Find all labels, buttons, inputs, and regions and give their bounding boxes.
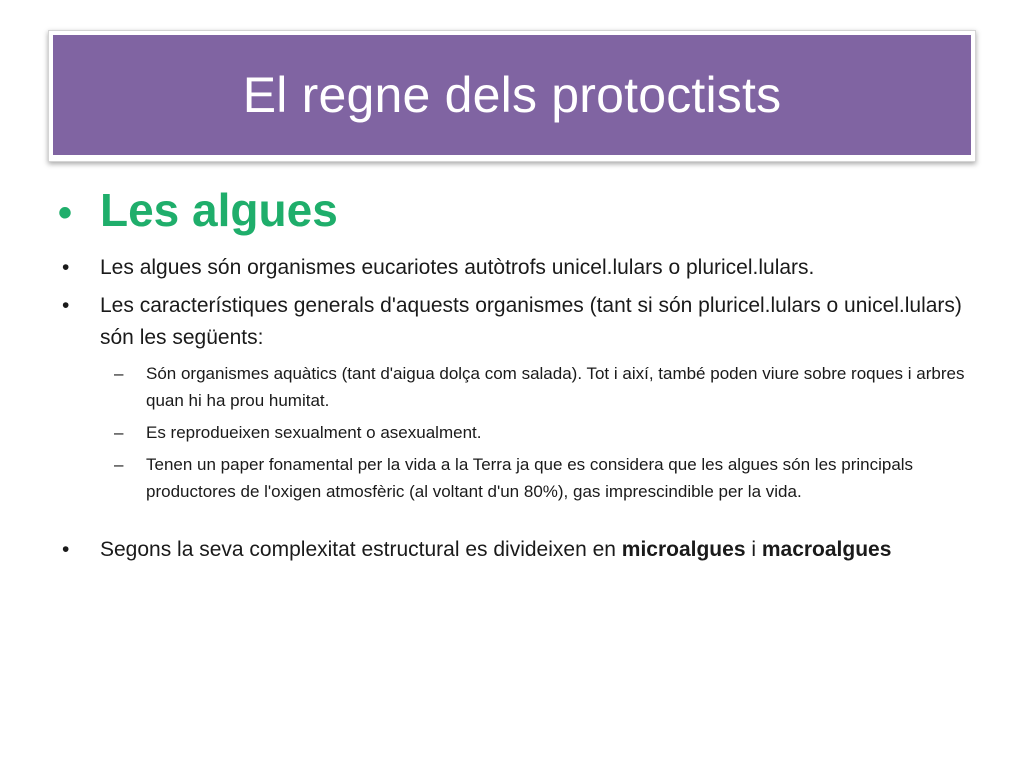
slide-title: El regne dels protoctists: [242, 67, 782, 123]
section-heading: [58, 186, 978, 234]
bold-term-macroalgues: macroalgues: [761, 538, 892, 562]
sub-bullet-text: Són organismes aquàtics (tant d'aigua dolça com salada). Tot i així, també poden viure sobre roques i arbres quan hi ha prou humitat.: [146, 364, 965, 411]
sub-bullet-marker: –: [114, 364, 124, 384]
sub-bullet-marker: –: [114, 455, 124, 475]
bullet-text-part: i: [745, 538, 762, 562]
sub-bullet-item: [114, 451, 978, 505]
bullet-marker: •: [62, 294, 70, 318]
sub-bullet-text: Es reprodueixen sexualment o asexualment.: [146, 423, 482, 443]
sub-bullet-item: [114, 419, 978, 446]
sub-bullet-text: Tenen un paper fonamental per la vida a la Terra ja que es considera que les algues són les principals productores de l'oxigen atmosfèric (al voltant d'un 80%), gas imprescindible per la vida.: [146, 455, 914, 502]
bullet-marker: •: [62, 256, 70, 280]
bullet-text: [100, 534, 978, 566]
bullet-item: [58, 252, 978, 284]
bullet-item: [58, 290, 978, 354]
bullet-marker: •: [62, 538, 70, 562]
bold-term-microalgues: microalgues: [621, 538, 746, 562]
spacer: [58, 510, 978, 534]
slide-content: [58, 186, 978, 572]
title-frame: [48, 30, 976, 162]
sub-bullet-marker: –: [114, 423, 124, 443]
bullet-text: Les algues són organismes eucariotes autòtrofs unicel.lulars o pluricel.lulars.: [100, 256, 815, 280]
sub-bullet-item: [114, 360, 978, 414]
bullet-text-part: Segons la seva complexitat estructural es divideixen en: [100, 538, 622, 562]
heading-bullet: •: [58, 191, 73, 235]
title-box: [53, 35, 971, 155]
bullet-item: [58, 534, 978, 566]
heading-text: Les algues: [100, 184, 338, 236]
bullet-text: Les característiques generals d'aquests organismes (tant si són pluricel.lulars o unicel.lulars) són les següents:: [100, 294, 962, 350]
